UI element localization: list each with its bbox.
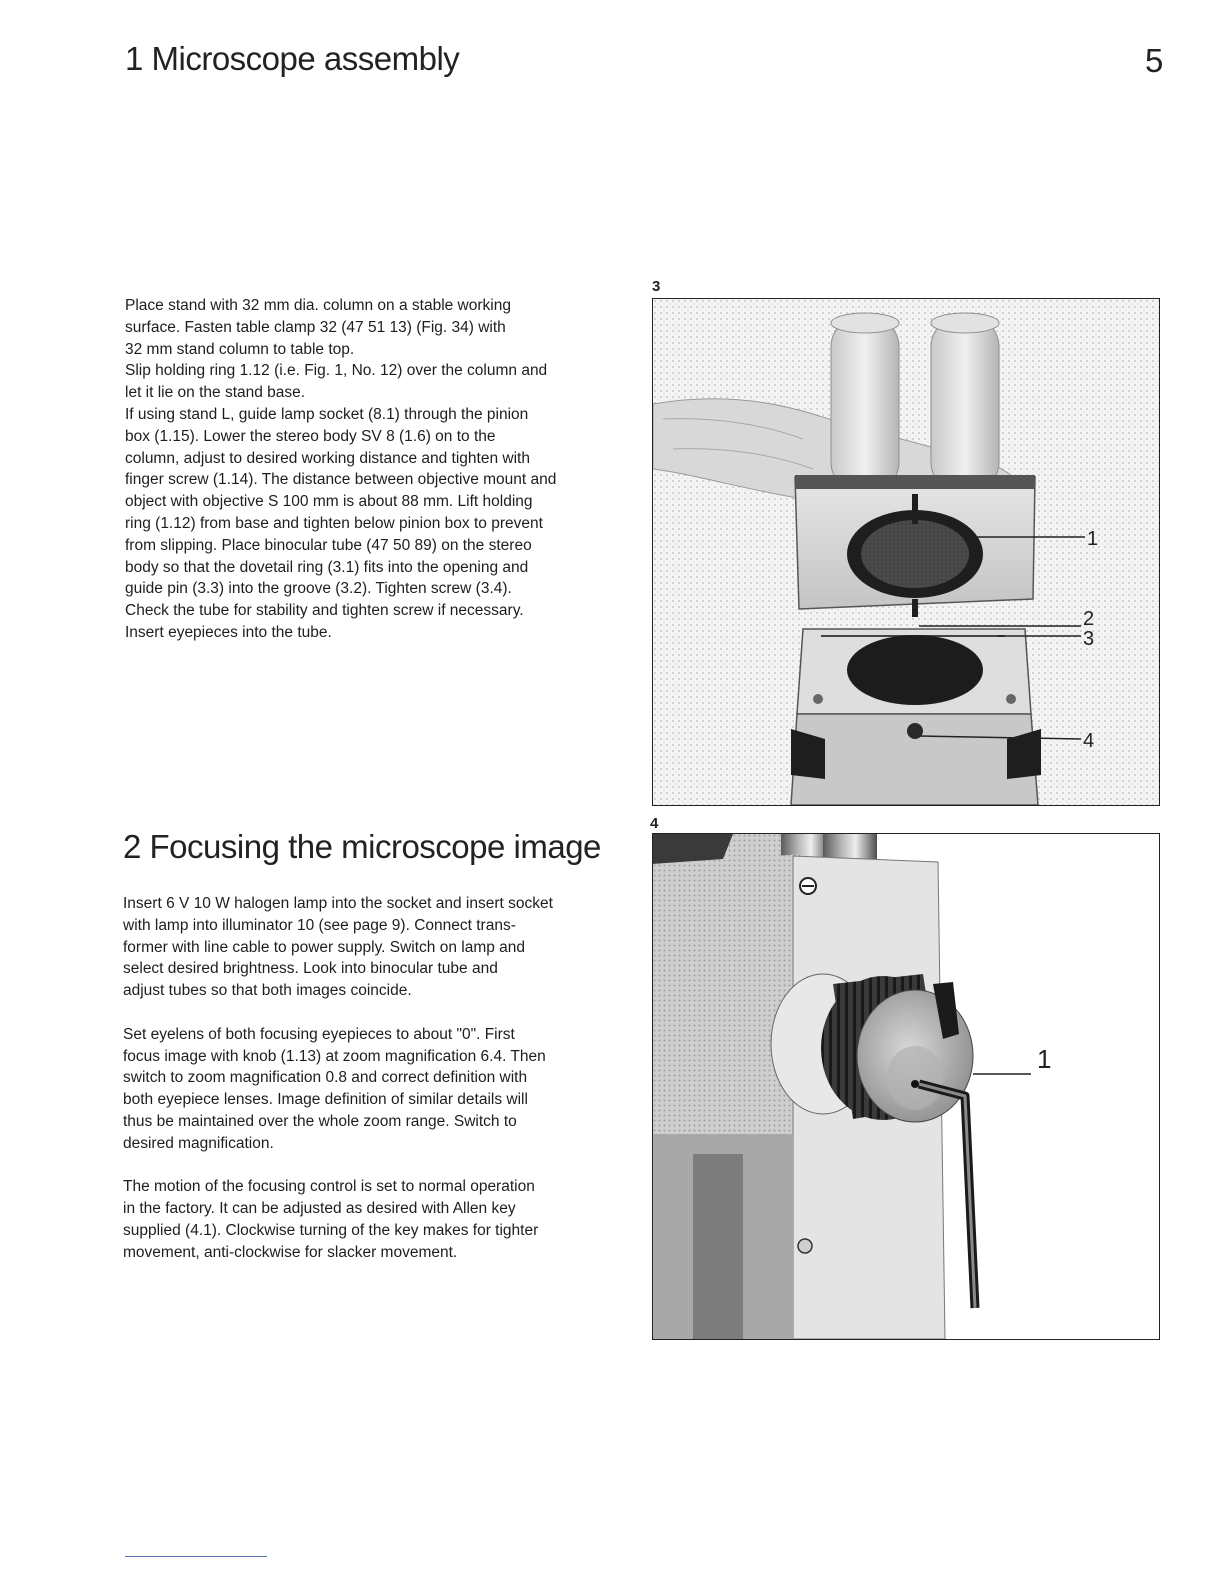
text-line: finger screw (1.14). The distance between objective mount and (125, 471, 557, 489)
text-line: Slip holding ring 1.12 (i.e. Fig. 1, No. 12) over the column and (125, 362, 548, 380)
callout-3-2: 2 (1083, 608, 1095, 630)
text-line: former with line cable to power supply. Switch on lamp and (123, 938, 526, 956)
text-line: adjust tubes so that both images coincide. (123, 982, 412, 1000)
text-line: supplied (4.1). Clockwise turning of the key makes for tighter (123, 1221, 539, 1239)
text-line: select desired brightness. Look into binocular tube and (123, 960, 498, 978)
footer-rule (125, 1556, 267, 1557)
paragraph (123, 893, 633, 1002)
figure4-photo (652, 833, 1160, 1340)
callout-3-4: 4 (1083, 730, 1095, 752)
text-line: movement, anti-clockwise for slacker movement. (123, 1243, 458, 1261)
text-line: Set eyelens of both focusing eyepieces to about "0". First (123, 1025, 515, 1043)
section1-text (125, 295, 635, 644)
text-line: from slipping. Place binocular tube (47 50 89) on the stereo (125, 536, 532, 554)
figure3-label: 3 (652, 278, 661, 295)
text-line: thus be maintained over the whole zoom range. Switch to (123, 1112, 517, 1130)
text-line: desired magnification. (123, 1134, 274, 1152)
callout-3-1: 1 (1087, 528, 1099, 550)
text-line: in the factory. It can be adjusted as desired with Allen key (123, 1200, 516, 1218)
text-line: body so that the dovetail ring (3.1) fits into the opening and (125, 558, 529, 576)
text-line: guide pin (3.3) into the groove (3.2). Tighten screw (3.4). (125, 580, 512, 598)
text-line: column, adjust to desired working distance and tighten with (125, 449, 530, 467)
paragraph (123, 1024, 633, 1155)
page-title: 1 Microscope assembly (125, 40, 460, 77)
text-line: The motion of the focusing control is set to normal operation (123, 1178, 535, 1196)
text-line: Check the tube for stability and tighten screw if necessary. (125, 602, 524, 620)
section2-title: 2 Focusing the microscope image (123, 828, 601, 865)
section2-text (123, 893, 633, 1285)
text-line: object with objective S 100 mm is about 88 mm. Lift holding (125, 493, 533, 511)
figure3-illustration (653, 299, 1159, 805)
paragraph (123, 1176, 633, 1263)
text-line: Insert eyepieces into the tube. (125, 623, 332, 641)
text-line: surface. Fasten table clamp 32 (47 51 13) (Fig. 34) with (125, 318, 506, 336)
text-line: Insert 6 V 10 W halogen lamp into the socket and insert socket (123, 895, 553, 912)
text-line: ring (1.12) from base and tighten below pinion box to prevent (125, 514, 543, 532)
figure4-illustration (653, 834, 1159, 1339)
figure4-label: 4 (650, 815, 659, 832)
callout-4-1: 1 (1037, 1044, 1052, 1074)
figure3-photo (652, 298, 1160, 806)
text-line: switch to zoom magnification 0.8 and correct definition with (123, 1069, 528, 1087)
text-line: focus image with knob (1.13) at zoom magnification 6.4. Then (123, 1047, 546, 1065)
page-number: 5 (1145, 42, 1164, 79)
text-line: If using stand L, guide lamp socket (8.1) through the pinion (125, 405, 529, 423)
text-line: with lamp into illuminator 10 (see page 9). Connect trans- (123, 916, 516, 934)
callout-3-3: 3 (1083, 628, 1095, 650)
text-line: box (1.15). Lower the stereo body SV 8 (1.6) on to the (125, 427, 496, 445)
text-line: let it lie on the stand base. (125, 384, 306, 402)
text-line: 32 mm stand column to table top. (125, 340, 355, 358)
text-line: Place stand with 32 mm dia. column on a stable working (125, 297, 511, 314)
text-line: both eyepiece lenses. Image definition of similar details will (123, 1091, 528, 1109)
